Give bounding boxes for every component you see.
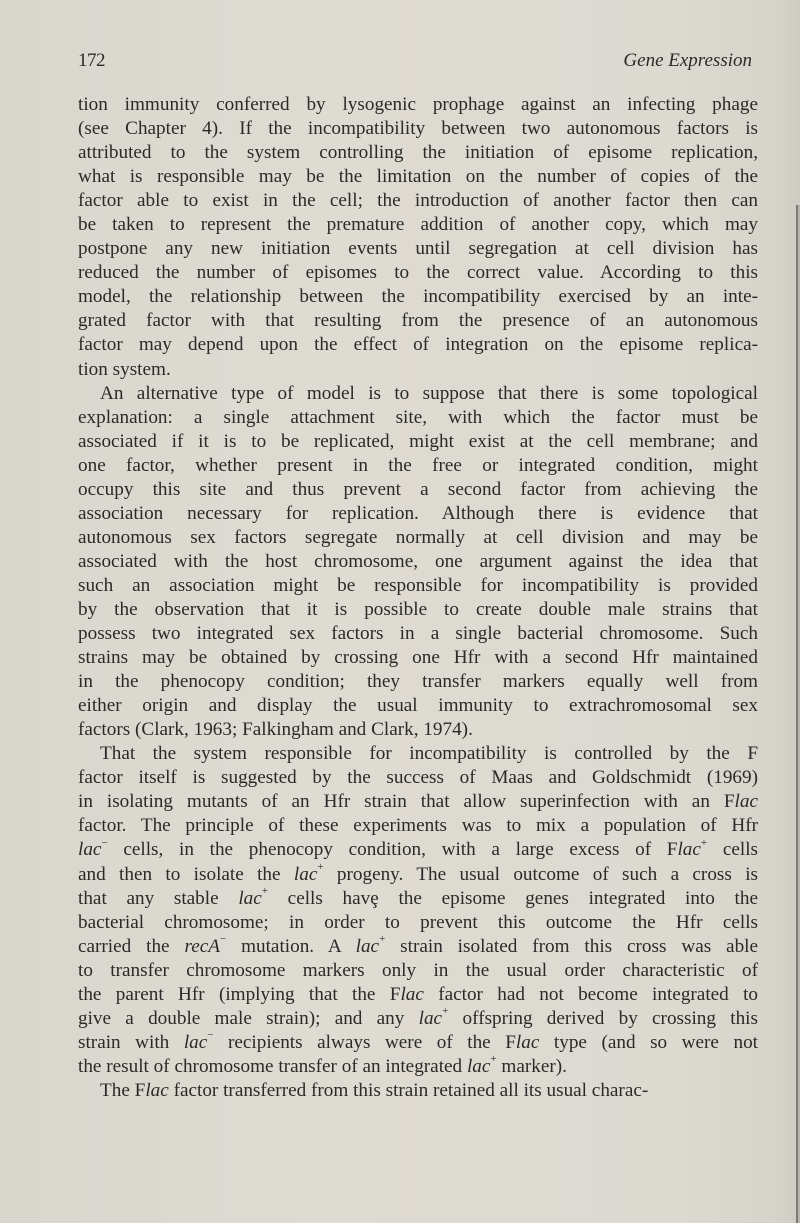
text-line: the parent Hfr (implying that the Flac factor had not become integrated to <box>78 983 758 1005</box>
text-line: factor itself is suggested by the success of Maas and Goldschmidt (1969) <box>78 767 758 789</box>
text-line: associated if it is to be replicated, might exist at the cell membrane; and <box>78 430 758 452</box>
text-line: what is responsible may be the limitation on the number of copies of the <box>78 166 758 188</box>
text-line: An alternative type of model is to suppose that there is some topological <box>100 382 758 404</box>
text-line: The Flac factor transferred from this strain retained all its usual charac- <box>100 1079 649 1101</box>
text-line: explanation: a single attachment site, with which the factor must be <box>78 406 758 428</box>
gene-name-italic: lac <box>418 1007 443 1029</box>
text-line: postpone any new initiation events until segregation at cell division has <box>78 238 758 260</box>
text-line: factor able to exist in the cell; the introduction of another factor then can <box>78 190 758 212</box>
gene-name-italic: lac <box>515 1031 540 1053</box>
text-line: strains may be obtained by crossing one Hfr with a second Hfr maintained <box>78 647 758 669</box>
text-line: give a double male strain); and any lac+ offspring derived by crossing this <box>78 1005 758 1029</box>
page-header <box>78 50 752 74</box>
text-line: lac− cells, in the phenocopy condition, with a large excess of Flac+ cells <box>78 837 758 861</box>
gene-name-italic: lac <box>183 1031 208 1053</box>
text-line: tion immunity conferred by lysogenic prophage against an infecting phage <box>78 94 758 115</box>
gene-name-italic: lac <box>145 1079 169 1101</box>
text-line: That the system responsible for incompatibility is controlled by the F <box>100 743 758 765</box>
text-line: in the phenocopy condition; they transfer markers equally well from <box>78 671 758 693</box>
text-line: grated factor with that resulting from the presence of an autonomous <box>78 310 758 332</box>
text-line: strain with lac− recipients always were of the Flac type (and so were not <box>78 1029 758 1053</box>
text-line: autonomous sex factors segregate normally at cell division and may be <box>78 526 758 548</box>
text-line: associated with the host chromosome, one argument against the idea that <box>78 550 758 572</box>
text-line: factors (Clark, 1963; Falkingham and Clark, 1974). <box>78 719 473 741</box>
text-line: factor may depend upon the effect of integration on the episome replica- <box>78 334 758 356</box>
text-line: factor. The principle of these experiments was to mix a population of Hfr <box>78 815 758 837</box>
text-line: model, the relationship between the incompatibility exercised by an inte- <box>78 286 758 308</box>
gene-name-italic: lac <box>677 839 701 861</box>
gene-name-italic: lac <box>466 1055 491 1077</box>
text-line: by the observation that it is possible to create double male strains that <box>78 598 758 620</box>
running-head: Gene Expression <box>623 50 752 71</box>
page-number: 172 <box>78 50 105 71</box>
text-line: in isolating mutants of an Hfr strain that allow superinfection with an Flac <box>78 791 758 813</box>
text-line: attributed to the system controlling the initiation of episome replication, <box>78 142 758 164</box>
gene-name-italic: lac <box>78 839 102 861</box>
text-line: that any stable lac+ cells havȩ the episome genes integrated into the <box>78 885 758 909</box>
text-line: be taken to represent the premature addition of another copy, which may <box>78 214 758 236</box>
text-line: to transfer chromosome markers only in the usual order characteristic of <box>78 959 758 981</box>
text-line: the result of chromosome transfer of an integrated lac+ marker). <box>78 1053 567 1077</box>
text-line: occupy this site and thus prevent a second factor from achieving the <box>78 478 758 500</box>
text-line: either origin and display the usual immunity to extrachromosomal sex <box>78 695 758 717</box>
gene-name-italic: lac <box>400 983 424 1005</box>
gene-name-italic: lac <box>293 863 318 885</box>
text-line: (see Chapter 4). If the incompatibility between two autonomous factors is <box>78 118 758 140</box>
page-edge-line <box>796 205 798 1223</box>
text-line: such an association might be responsible for incompatibility is provided <box>78 574 758 596</box>
text-line: reduced the number of episomes to the correct value. According to this <box>78 262 758 284</box>
gene-name-italic: lac <box>734 791 758 813</box>
text-line: tion system. <box>78 358 171 380</box>
text-line: and then to isolate the lac+ progeny. The usual outcome of such a cross is <box>78 861 758 885</box>
text-line: carried the recA− mutation. A lac+ strain isolated from this cross was able <box>78 933 759 957</box>
gene-name-italic: recA <box>184 935 220 957</box>
text-line: possess two integrated sex factors in a single bacterial chromosome. Such <box>78 623 758 645</box>
text-line: bacterial chromosome; in order to prevent this outcome the Hfr cells <box>78 911 758 933</box>
gene-name-italic: lac <box>238 887 262 909</box>
body-text <box>78 93 758 1103</box>
gene-name-italic: lac <box>355 935 380 957</box>
text-line: association necessary for replication. Although there is evidence that <box>78 502 758 524</box>
text-line: one factor, whether present in the free or integrated condition, might <box>78 454 758 476</box>
